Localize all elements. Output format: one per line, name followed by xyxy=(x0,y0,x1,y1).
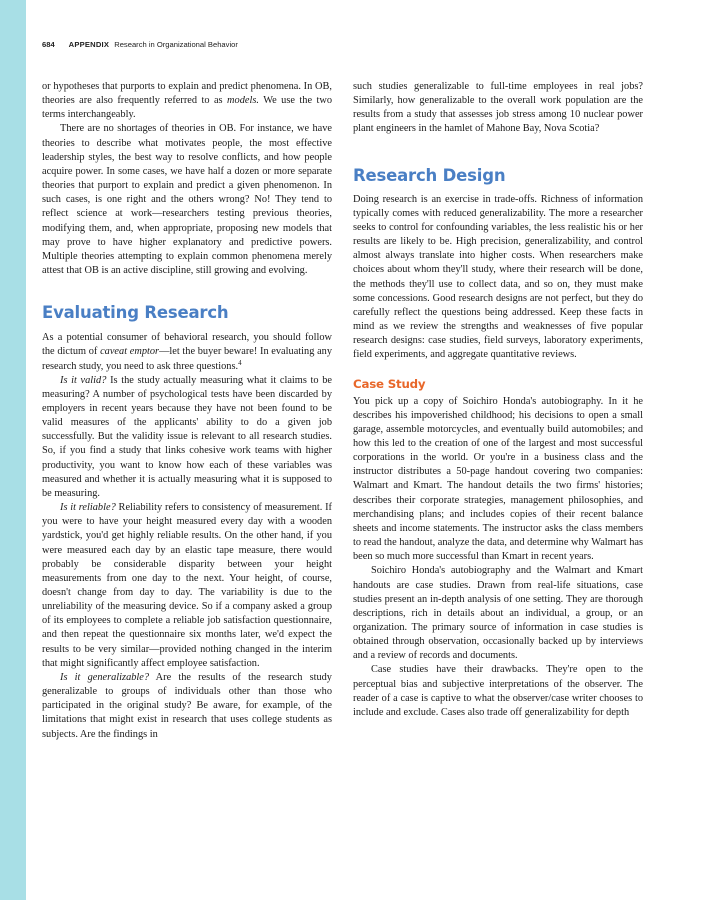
case-study-paragraph-1: You pick up a copy of Soichiro Honda's autobiography. In it he describes his impoverished childhood; his decisions to open a small garage, assemble motorcycles, and eventually build automobiles; and how this led to the creation of one of the largest and most successful corporations in the world. Or you're in a business class and the instructor distributes a 50-page handout covering two companies: Walmart and Kmart. The handout details the two firms' histories; describes their corporate strategies, management philosophies, and merchandising plans; and includes copies of their recent balance sheets and income statements. The instructor asks the class members to read the handout, analyze the data, and determine why Walmart has been so much more successful than Kmart in recent years. xyxy=(353,395,643,563)
right-column xyxy=(353,80,643,720)
reliability-paragraph: Is it reliable? Reliability refers to consistency of measurement. If you were to have your height measured every day with a wooden yardstick, you'd get highly reliable results. On the other hand, if you were measured each day by an elastic tape measure, there would probably be considerable disparity between your height measurements from one day to the next. Your height, of course, doesn't change from day to day. The variability is due to the unreliability of the measuring device. So if a company asked a group of its employees to complete a reliable job satisfaction questionnaire, and then repeat the questionnaire six months later, we'd expect the results to be very similar—provided nothing changed in the interim that might significantly affect employee satisfaction. xyxy=(42,502,332,669)
research-design-paragraph: Doing research is an exercise in trade-offs. Richness of information typically comes with reduced generalizability. The more a researcher seeks to control for confounding variables, the less realistic his or her results are likely to be. High precision, generalizability, and control almost always translate into higher costs. When researchers make choices about whom they'll study, where their research will be done, the methods they'll use to collect data, and so on, they must make some concessions. Good research designs are not perfect, but they do carefully reflect the questions being addressed. Keep these facts in mind as we review the strengths and weaknesses of five popular research designs: case studies, field surveys, laboratory experiments, field experiments, and aggregate quantitative reviews. xyxy=(353,193,643,361)
no-shortage-paragraph: There are no shortages of theories in OB. For instance, we have theories to describe what motivates people, the most effective leadership styles, the best way to resolve conflicts, and how people acquire power. In some cases, we have half a dozen or more separate theories that purport to explain and predict a given phenomenon. In such cases, is one right and the others wrong? No! They tend to reflect science at work—researchers testing previous theories, modifying them, and, when appropriate, proposing new models that may prove to have higher explanatory and predictive powers. Multiple theories attempting to explain common phenomena merely attest that OB is an active discipline, still growing and evolving. xyxy=(42,123,332,277)
evaluating-research-heading: Evaluating Research xyxy=(42,303,229,323)
theories-paragraph: or hypotheses that purports to explain and predict phenomena. In OB, theories are also frequently referred to as models. We use the two terms interchangeably. xyxy=(42,81,332,121)
research-design-heading: Research Design xyxy=(353,165,506,185)
case-study-heading: Case Study xyxy=(353,376,426,391)
caveat-emptor-paragraph: As a potential consumer of behavioral research, you should follow the dictum of caveat emptor—let the buyer beware! In evaluating any research study, you need to ask three questions.$^4$ xyxy=(42,332,333,372)
page-edge-band xyxy=(0,0,26,900)
running-head-title: Research in Organizational Behavior xyxy=(114,40,238,49)
case-study-paragraph-3: Case studies have their drawbacks. They're open to the perceptual bias and subjective interpretations of the observer. The reader of a case is captive to what the observer/case writer chooses to include and exclude. Cases also trade off generalizability for depth xyxy=(353,664,643,718)
page-number: 684 xyxy=(42,40,55,49)
endnote-marker: 4 xyxy=(238,358,242,367)
case-study-paragraph-2: Soichiro Honda's autobiography and the Walmart and Kmart handouts are case studies. Drawn from real-life situations, case studies present an in-depth analysis of one setting. They are thorough descriptions, rich in details about an individual, a group, or an organization. The primary source of information in case studies is obtained through observation, occasionally backed up by interviews and a review of records and documents. xyxy=(353,565,643,662)
running-head xyxy=(42,40,238,49)
appendix-label: APPENDIX xyxy=(68,40,110,49)
validity-paragraph: Is it valid? Is the study actually measuring what it claims to be measuring? A number of psychological tests have been discarded by employers in recent years because they have not been found to be valid measures of the applicants' ability to do a given job successfully. But the validity issue is relevant to all research studies. So, if you find a study that links cohesive work teams with higher productivity, you want to know how each of these variables was measured and whether it is actually measuring what it is supposed to be measuring. xyxy=(42,374,332,499)
generalizability-paragraph: Is it generalizable? Are the results of the research study generalizable to groups of individuals other than those who participated in the original study? Be aware, for example, of the limitations that might exist in research that uses college students as subjects. Are the findings in xyxy=(42,671,332,740)
generalizability-continued: such studies generalizable to full-time employees in real jobs? Similarly, how generalizable to the overall work population are the results from a study that assesses job stress among 10 nuclear power plant engineers in the hamlet of Mahone Bay, Nova Scotia? xyxy=(353,81,643,135)
left-column xyxy=(42,80,332,742)
